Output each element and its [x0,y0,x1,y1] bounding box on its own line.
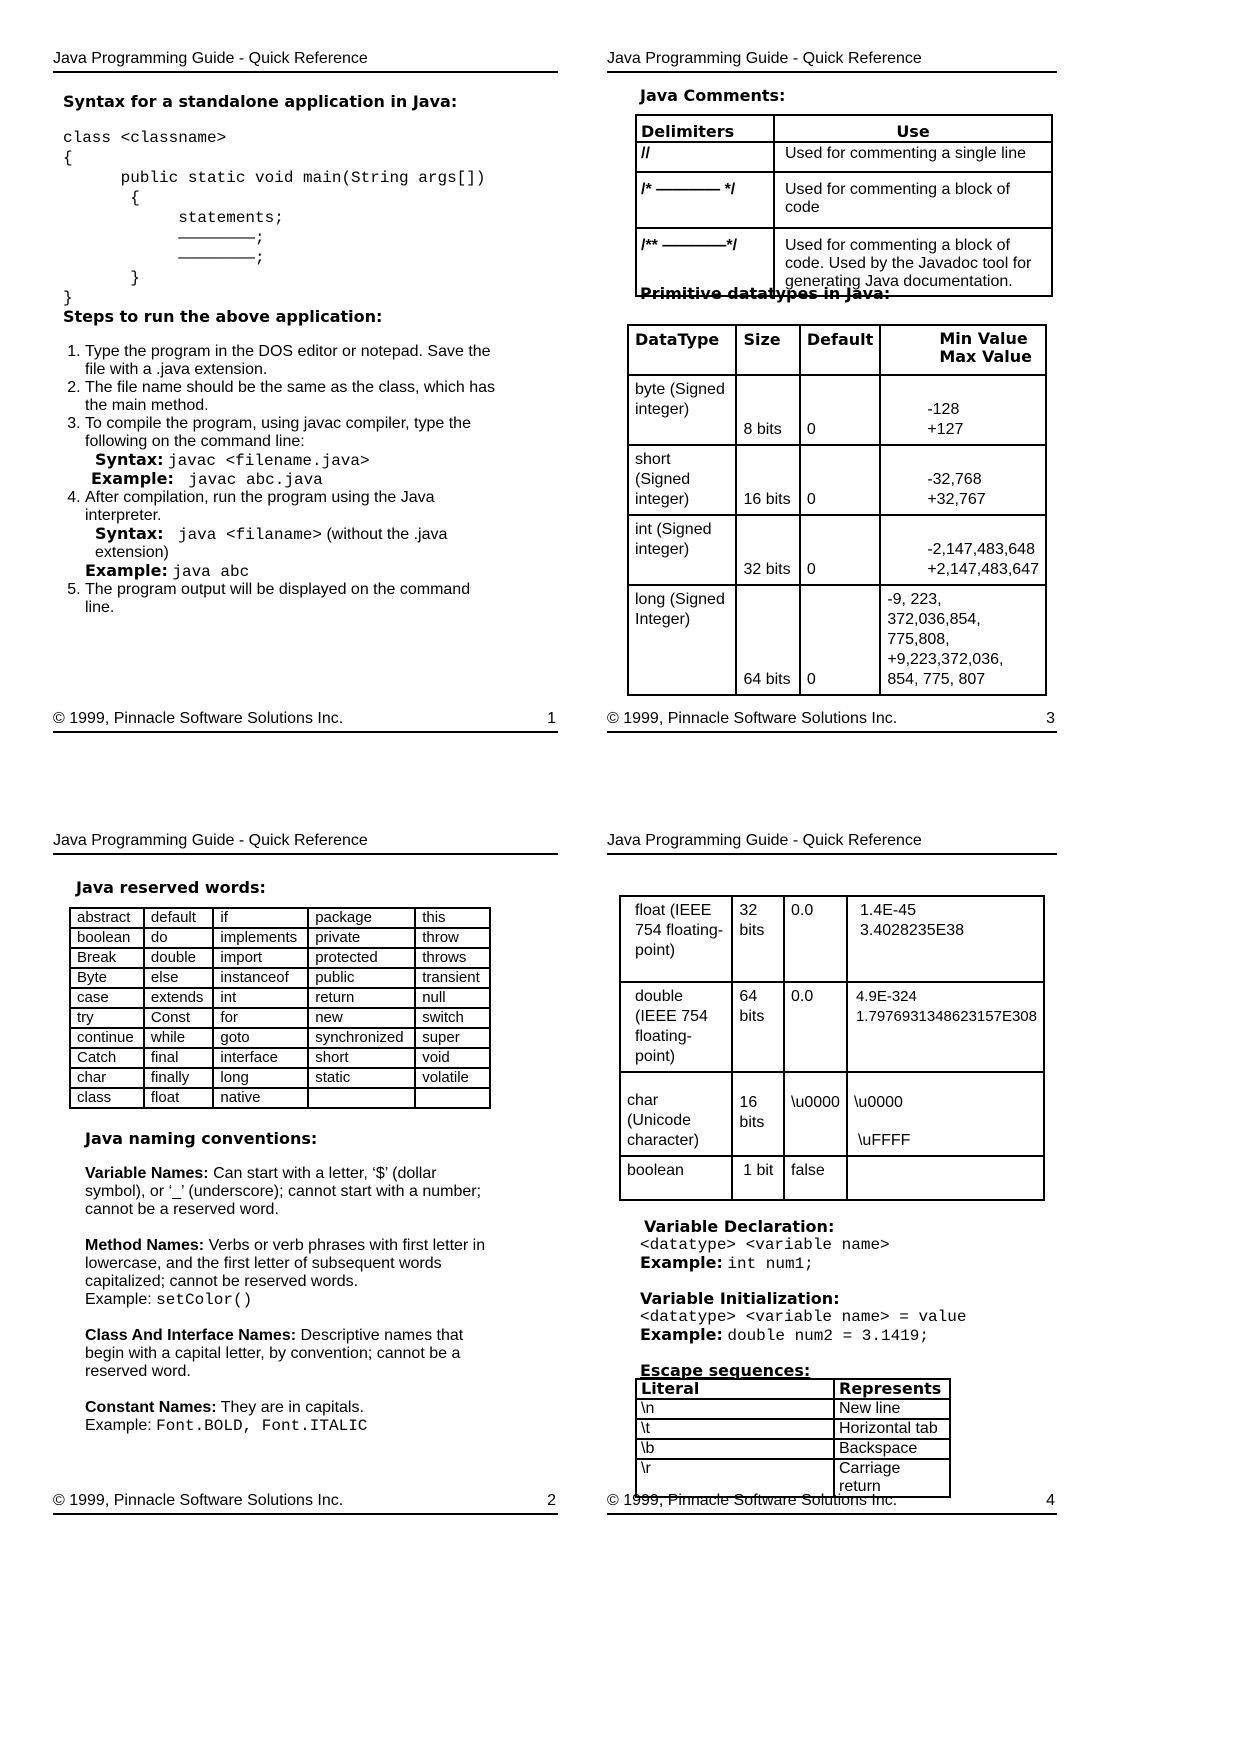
class-names-label: Class And Interface Names: [85,1327,297,1344]
dt-header-size: Size [736,325,799,375]
reserved-word: new [308,1008,415,1028]
reserved-word: boolean [70,928,144,948]
reserved-words-row [70,1028,490,1048]
run-example: java abc [172,563,250,581]
dt-default: 0.0 [784,982,847,1072]
reserved-word: continue [70,1028,144,1048]
constant-names: Constant Names: They are in capitals. Example: Font.BOLD, Font.ITALIC [85,1399,368,1435]
comment-delim: // [636,142,774,172]
dt-header-default: Default [800,325,880,375]
dt-min: -9, 223, 372,036,854, 775,808, [887,591,981,648]
reserved-word: implements [213,928,308,948]
dt-size: 32 bits [736,515,799,585]
reserved-word: short [308,1048,415,1068]
reserved-word: default [144,908,214,928]
page-4 [607,832,1057,1522]
dt-header-minmax: Min Value Max Value [880,325,1046,375]
dt-type: long (Signed Integer) [628,585,736,695]
dt-size: 16 bits [732,1072,784,1156]
comment-use: Used for commenting a single line [774,142,1052,172]
reserved-word: char [70,1068,144,1088]
decl-syntax: <datatype> <variable name> [640,1236,890,1254]
reserved-word: double [144,948,214,968]
dt-max: 1.7976931348623157E308 [855,1008,1037,1025]
dt-type: byte (Signed integer) [628,375,736,445]
reserved-word: public [308,968,415,988]
comments-heading: Java Comments: [640,86,786,105]
reserved-word: static [308,1068,415,1088]
syntax-label: Syntax: [95,450,164,469]
page-header: Java Programming Guide - Quick Reference [607,50,1057,73]
dt-type: boolean [620,1156,732,1200]
reserved-word: abstract [70,908,144,928]
page-number: 4 [1046,1492,1055,1509]
dt-default: 0 [800,585,880,695]
dt-min: 4.9E-324 [855,988,917,1005]
dt-min: -2,147,483,648 [927,541,1035,558]
init-heading: Variable Initialization: [640,1289,840,1308]
reserved-word: instanceof [213,968,308,988]
reserved-word: switch [415,1008,490,1028]
reserved-word: do [144,928,214,948]
reserved-word: synchronized [308,1028,415,1048]
reserved-words-row [70,968,490,988]
variable-names-label: Variable Names: [85,1165,209,1182]
compile-syntax: javac <filename.java> [167,452,370,470]
dt-type: float (IEEE 754 floating-point) [620,896,732,982]
dt-type: double (IEEE 754 floating-point) [620,982,732,1072]
dt-type: int (Signed integer) [628,515,736,585]
reserved-word: this [415,908,490,928]
dt-range [880,515,1046,585]
variable-declaration [640,1217,890,1273]
class-names: Class And Interface Names: Descriptive names that begin with a capital letter, by convention; cannot be a reserved word. [85,1327,464,1380]
reserved-word: long [213,1068,308,1088]
reserved-word: Byte [70,968,144,988]
primitive-heading: Primitive datatypes in Java: [640,284,891,303]
comment-use: Used for commenting a block of code. Used by the Javadoc tool for generating Java documentation. [774,228,1052,296]
dt-min: -128 [927,401,960,418]
reserved-word: interface [213,1048,308,1068]
escape-literal: \r [636,1459,834,1497]
decl-heading: Variable Declaration: [644,1217,835,1236]
reserved-word: case [70,988,144,1008]
escape-represents: Horizontal tab [834,1419,950,1439]
escape-header-represents: Represents [834,1379,950,1399]
escape-heading: Escape sequences: [640,1361,811,1380]
comments-header-use: Use [774,115,1052,142]
dt-default: 0 [800,515,880,585]
run-syntax-note: (without the .java extension) [95,526,448,561]
variable-initialization [640,1290,966,1345]
dt-size: 16 bits [736,445,799,515]
compile-example: javac abc.java [188,471,323,489]
dt-size: 1 bit [732,1156,784,1200]
page-footer [607,1492,1057,1515]
reserved-word: void [415,1048,490,1068]
example-label: Example: [91,469,174,488]
dt-range [847,1156,1044,1200]
footer-copyright: © 1999, Pinnacle Software Solutions Inc. [607,1492,898,1509]
decl-example: int num1; [727,1255,814,1273]
reserved-word: while [144,1028,214,1048]
reserved-word: import [213,948,308,968]
naming-conventions [85,1165,500,1435]
dt-default: false [784,1156,847,1200]
page-footer [53,1492,558,1515]
dt-min: \u0000 [853,1094,903,1111]
datatypes-table-continued [619,895,1045,1201]
page-2 [53,832,558,1522]
reserved-words-row [70,988,490,1008]
reserved-words-row [70,908,490,928]
comment-delim: /** ————*/ [636,228,774,296]
reserved-word: transient [415,968,490,988]
comments-header-delimiters: Delimiters [636,115,774,142]
reserved-word: private [308,928,415,948]
reserved-word: float [144,1088,214,1108]
dt-min: 1.4E-45 [859,902,917,919]
dt-max: +127 [927,421,964,438]
reserved-word [308,1088,415,1108]
reserved-word: extends [144,988,214,1008]
dt-range [880,445,1046,515]
dt-header-type: DataType [628,325,736,375]
reserved-word: package [308,908,415,928]
reserved-word: return [308,988,415,1008]
reserved-word: throw [415,928,490,948]
step-4: 4. After compilation, run the program using the Java interpreter. Syntax: java <filaname> (without the .java extension) Example: java abc [85,489,503,581]
run-syntax: java <filaname> [177,526,322,544]
variable-names: Variable Names: Can start with a letter, ‘$’ (dollar symbol), or ‘_’ (underscore); cannot start with a number; cannot be a reserved word. [85,1165,482,1218]
dt-range [847,1072,1044,1156]
syntax-heading: Syntax for a standalone application in Java: [63,92,458,111]
dt-range [880,375,1046,445]
dt-max: +32,767 [927,491,986,508]
footer-copyright: © 1999, Pinnacle Software Solutions Inc. [53,1492,344,1509]
reserved-word: native [213,1088,308,1108]
reserved-word: for [213,1008,308,1028]
reserved-word: Catch [70,1048,144,1068]
escape-represents: Carriage return [834,1459,950,1497]
reserved-word: if [213,908,308,928]
reserved-word: finally [144,1068,214,1088]
code-sample: class <classname> { public static void main(String args[]) { statements; ————————; ————————; } } [63,129,486,307]
comment-use: Used for commenting a block of code [774,172,1052,228]
reserved-word: Const [144,1008,214,1028]
escape-literal: \n [636,1399,834,1419]
reserved-word: volatile [415,1068,490,1088]
page-number: 2 [547,1492,556,1509]
reserved-word: throws [415,948,490,968]
reserved-words-row [70,1068,490,1088]
dt-type: short (Signed integer) [628,445,736,515]
naming-heading: Java naming conventions: [85,1129,318,1148]
footer-copyright: © 1999, Pinnacle Software Solutions Inc. [607,710,898,727]
reserved-word [415,1088,490,1108]
comments-table [635,114,1053,297]
dt-min: -32,768 [927,471,982,488]
reserved-words-row [70,1088,490,1108]
step-2: 2. The file name should be the same as the class, which has the main method. [85,379,503,415]
step-3: 3. To compile the program, using javac compiler, type the following on the command line: Syntax: javac <filename.java> Example: javac abc.java [85,415,503,489]
method-names: Method Names: Verbs or verb phrases with first letter in lowercase, and the first letter of subsequent words capitalized; cannot be reserved words. Example: setColor() [85,1237,486,1309]
reserved-word: else [144,968,214,988]
dt-range [847,982,1044,1072]
method-example: setColor() [156,1291,253,1309]
init-example-label: Example: [640,1325,723,1344]
dt-size: 8 bits [736,375,799,445]
reserved-words-row [70,1008,490,1028]
page-header: Java Programming Guide - Quick Reference [53,832,558,855]
reserved-words-row [70,948,490,968]
reserved-word: null [415,988,490,1008]
dt-range [880,585,1046,695]
step-5: 5. The program output will be displayed on the command line. [85,581,503,617]
page-header: Java Programming Guide - Quick Reference [607,832,1057,855]
dt-default: 0 [800,445,880,515]
escape-represents: Backspace [834,1439,950,1459]
page-number: 3 [1046,710,1055,727]
datatypes-table [627,324,1047,696]
reserved-word: goto [213,1028,308,1048]
dt-max: 3.4028235E38 [859,922,965,939]
example-label: Example: [85,561,168,580]
dt-type: char (Unicode character) [620,1072,732,1156]
reserved-word: super [415,1028,490,1048]
method-names-label: Method Names: [85,1237,205,1254]
escape-literal: \b [636,1439,834,1459]
reserved-word: class [70,1088,144,1108]
dt-default: 0 [800,375,880,445]
init-syntax: <datatype> <variable name> = value [640,1308,967,1326]
reserved-word: try [70,1008,144,1028]
page-1 [53,50,558,740]
syntax-label: Syntax: [95,524,164,543]
dt-max: +2,147,483,647 [927,561,1039,578]
step-1: 1. Type the program in the DOS editor or notepad. Save the file with a .java extension. [85,343,503,379]
reserved-words-row [70,928,490,948]
constant-names-label: Constant Names: [85,1399,217,1416]
dt-default: 0.0 [784,896,847,982]
page-header: Java Programming Guide - Quick Reference [53,50,558,73]
init-example: double num2 = 3.1419; [727,1327,929,1345]
steps-heading: Steps to run the above application: [63,307,383,326]
reserved-word: Break [70,948,144,968]
page-footer [53,710,558,733]
escape-header-literal: Literal [636,1379,834,1399]
escape-literal: \t [636,1419,834,1439]
reserved-heading: Java reserved words: [76,878,266,897]
steps-list [63,343,503,617]
page-3 [607,50,1057,740]
dt-max: +9,223,372,036, 854, 775, 807 [887,651,1004,688]
reserved-word: final [144,1048,214,1068]
reserved-word: int [213,988,308,1008]
constant-example: Font.BOLD, Font.ITALIC [156,1417,368,1435]
dt-size: 64 bits [736,585,799,695]
page-number: 1 [547,710,556,727]
dt-size: 32 bits [732,896,784,982]
footer-copyright: © 1999, Pinnacle Software Solutions Inc. [53,710,344,727]
comment-delim: /* ———— */ [636,172,774,228]
dt-range [847,896,1044,982]
escape-table [635,1378,951,1498]
reserved-word: protected [308,948,415,968]
reserved-words-row [70,1048,490,1068]
page-footer [607,710,1057,733]
escape-represents: New line [834,1399,950,1419]
dt-size: 64 bits [732,982,784,1072]
dt-max: \uFFFF [857,1132,911,1149]
dt-default: \u0000 [784,1072,847,1156]
reserved-words-table [69,907,491,1109]
decl-example-label: Example: [640,1253,723,1272]
